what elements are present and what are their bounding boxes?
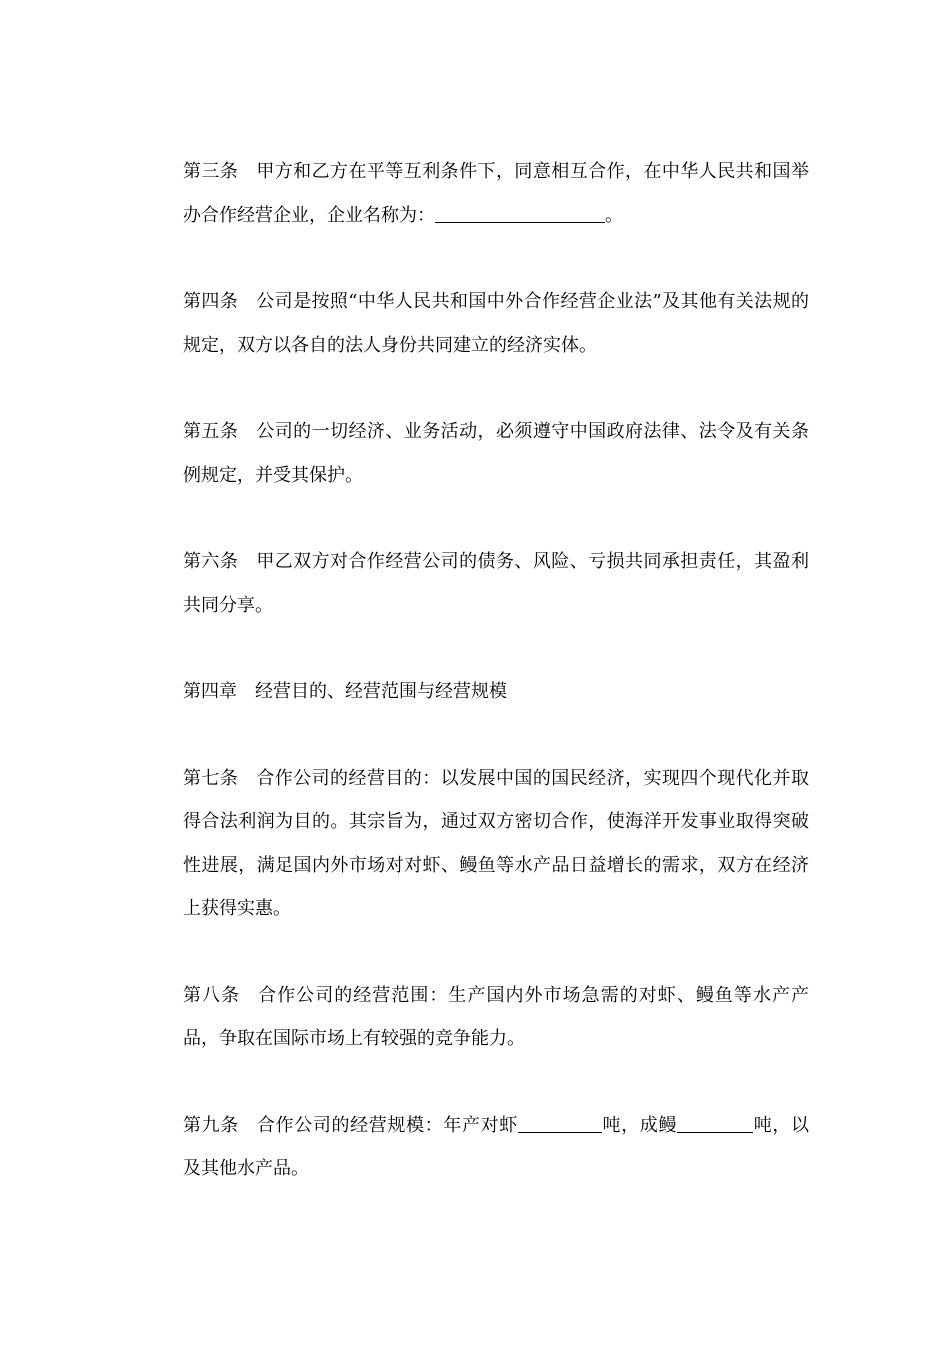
article-text: 公司是按照“中华人民共和国中外合作经营企业法”及其他有关法规的规定，双方以各自的法人身份共同建立的经济实体。 [183,291,810,356]
article-text-end: 吨，以及其他水产品。 [183,1114,810,1179]
article-label: 第九条 [183,1114,239,1136]
company-name-blank[interactable] [435,204,605,223]
article-4 [145,280,809,367]
chapter-label: 第四章 [183,681,237,702]
article-label: 第四条 [183,291,239,312]
document-page [145,150,809,1191]
article-text: 公司的一切经济、业务活动，必须遵守中国政府法律、法令及有关条例规定，并受其保护。 [183,421,809,486]
article-label: 第五条 [183,421,239,442]
article-label: 第七条 [183,767,239,789]
article-text: 甲乙双方对合作经营公司的债务、风险、亏损共同承担责任，其盈利共同分享。 [183,551,809,616]
article-text: 合作公司的经营范围：生产国内外市场急需的对虾、鳗鱼等水产产品，争取在国际市场上有较强的竞争能力。 [183,984,810,1049]
article-text: 合作公司的经营规模：年产对虾 [256,1114,518,1136]
article-text-mid: 吨，成鳗 [601,1114,678,1136]
article-label: 第六条 [183,551,239,572]
article-6 [145,540,809,627]
article-text: 甲方和乙方在平等互利条件下，同意相互合作，在中华人民共和国举办合作经营企业，企业名称为： [183,161,809,226]
article-8 [145,974,809,1061]
article-text-end: 。 [605,204,623,226]
article-9 [145,1104,809,1191]
shrimp-output-blank[interactable] [518,1114,602,1133]
article-text: 合作公司的经营目的：以发展中国的国民经济，实现四个现代化并取得合法利润为目的。其宗旨为，通过双方密切合作，使海洋开发事业取得突破性进展，满足国内外市场对对虾、鳗鱼等水产品日益增长的需求，双方在经济上获得实惠。 [183,767,809,919]
chapter-4-heading [145,670,809,714]
article-label: 第八条 [183,984,241,1006]
article-label: 第三条 [183,161,239,182]
article-3 [145,150,809,237]
chapter-title: 经营目的、经营范围与经营规模 [255,681,507,702]
eel-output-blank[interactable] [677,1114,753,1133]
article-5 [145,410,809,497]
article-7 [145,757,809,931]
